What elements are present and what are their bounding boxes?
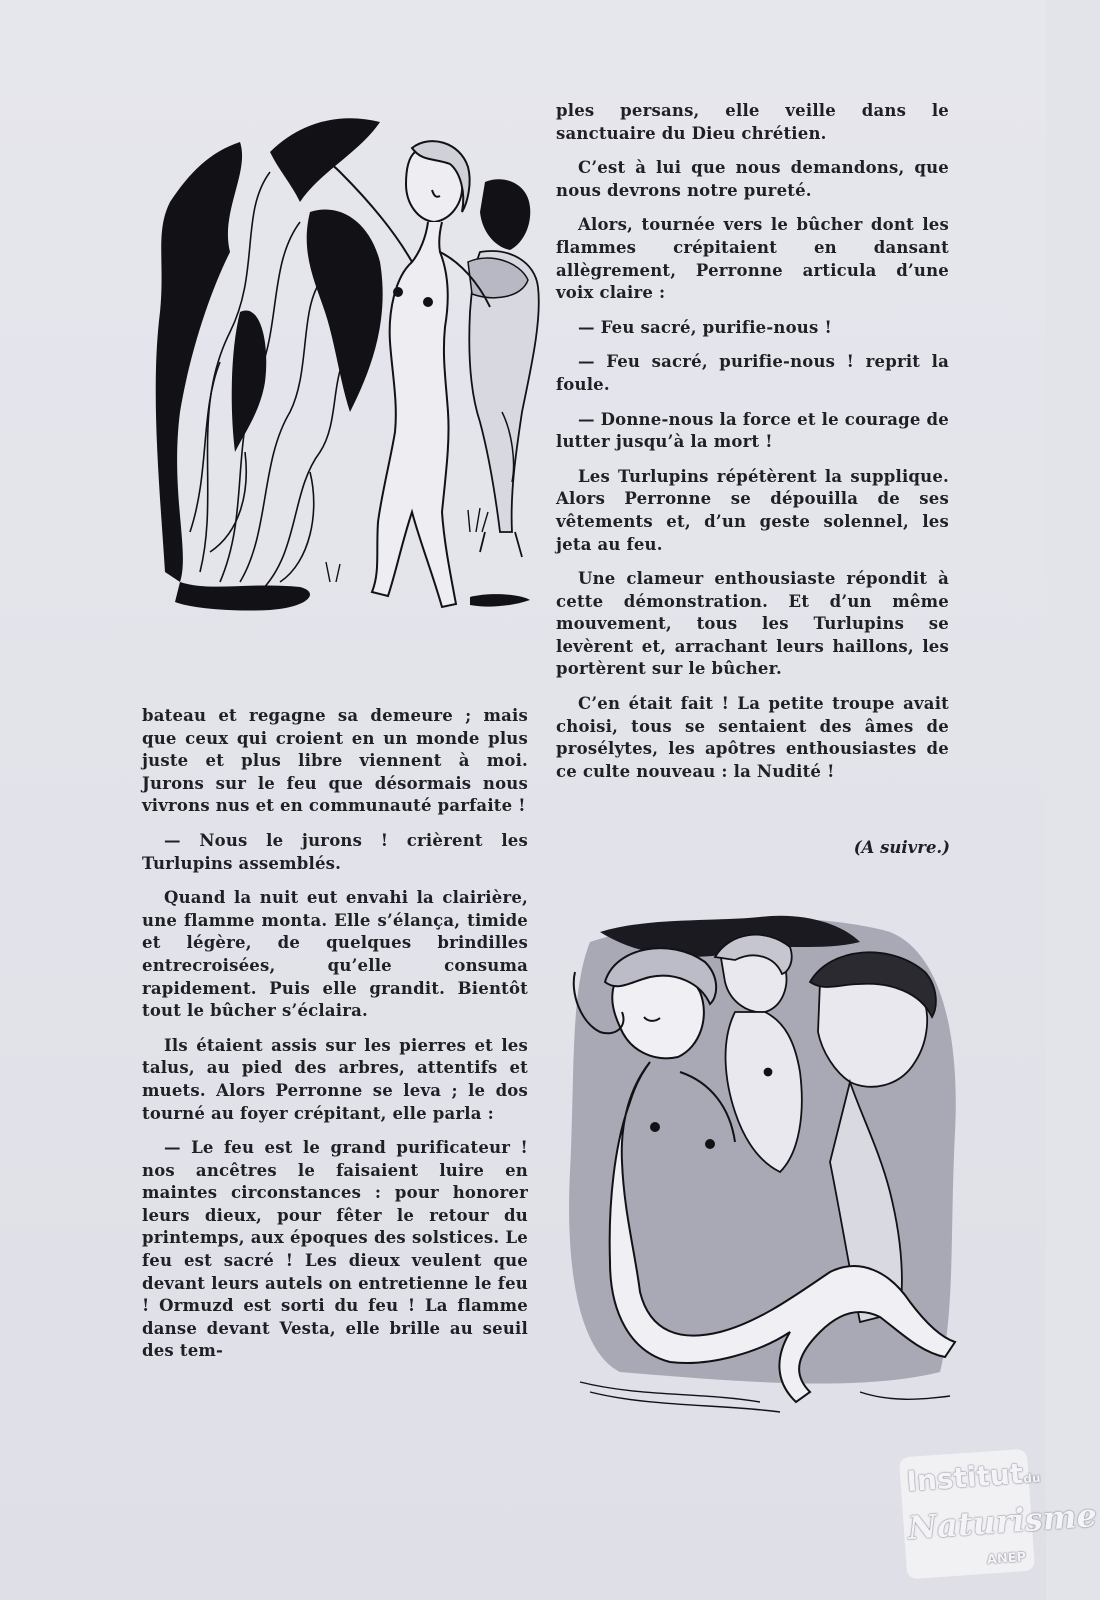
paragraph: ples persans, elle veille dans le sanctuaire du Dieu chrétien.: [556, 101, 949, 143]
paragraph: — Donne-nous la force et le courage de lutter jusqu’à la mort !: [556, 409, 949, 452]
right-text-column: [556, 100, 949, 795]
paragraph: — Feu sacré, purifie-nous ! reprit la foule.: [556, 352, 949, 394]
paragraph: Une clameur enthousiaste répondit à cette démonstration. Et d’un même mouvement, tous les Turlupins se levèrent et, arrachant leurs haillons, les portèrent sur le bûcher.: [556, 569, 949, 679]
paragraph: — Le feu est le grand purificateur ! nos ancêtres le faisaient luire en maintes circonstances : pour honorer leurs dieux, pour fêter le retour du printemps, aux époques des solstices. Le feu est sacré ! Les dieux veulent que devant leurs autels on entretienne le feu ! Ormuzd est sorti du feu ! La flamme danse devant Vesta, elle brille au seuil des tem-: [142, 1138, 528, 1361]
left-text-column: [142, 705, 528, 1375]
paragraph: Alors, tournée vers le bûcher dont les flammes crépitaient en dansant allègrement, Perronne articula d’une voix claire :: [556, 215, 949, 303]
paragraph: C’en était fait ! La petite troupe avait choisi, tous se sentaient des âmes de prosélytes, les apôtres enthousiastes de ce culte nouveau : la Nudité !: [556, 694, 949, 781]
to-be-continued-note: (A suivre.): [853, 838, 950, 857]
institut-naturisme-watermark-logo: [899, 1449, 1098, 1580]
paragraph: bateau et regagne sa demeure ; mais que ceux qui croient en un monde plus juste et plus libre viennent à moi. Jurons sur le feu que désormais nous vivrons nus et en communauté parfaite !: [142, 706, 528, 816]
paragraph: C’est à lui que nous demandons, que nous devrons notre pureté.: [556, 158, 949, 200]
paragraph: — Feu sacré, purifie-nous !: [578, 317, 832, 337]
logo-text-institut: Institutdu: [905, 1457, 1041, 1499]
paragraph: Ils étaient assis sur les pierres et les talus, au pied des arbres, attentifs et muets. Alors Perronne se leva ; le dos tourné au foyer crépitant, elle parla :: [142, 1035, 528, 1123]
paragraph: Quand la nuit eut envahi la clairière, une flamme monta. Elle s’élança, timide et légère, de quelques brindilles entrecroisées, qu’elle consuma rapidement. Puis elle grandit. Bientôt tout le bûcher s’éclaira.: [142, 888, 528, 1021]
logo-text-anep: ANEP: [986, 1549, 1027, 1568]
fire-ritual-illustration: [150, 112, 542, 642]
paragraph: — Nous le jurons ! crièrent les Turlupins assemblés.: [142, 830, 528, 873]
paragraph: Les Turlupins répétèrent la supplique. Alors Perronne se dépouilla de ses vêtements et, d’un geste solennel, les jeta au feu.: [556, 466, 949, 554]
seated-figures-illustration: [560, 912, 970, 1432]
logo-text-naturisme: Naturisme: [906, 1496, 1098, 1548]
